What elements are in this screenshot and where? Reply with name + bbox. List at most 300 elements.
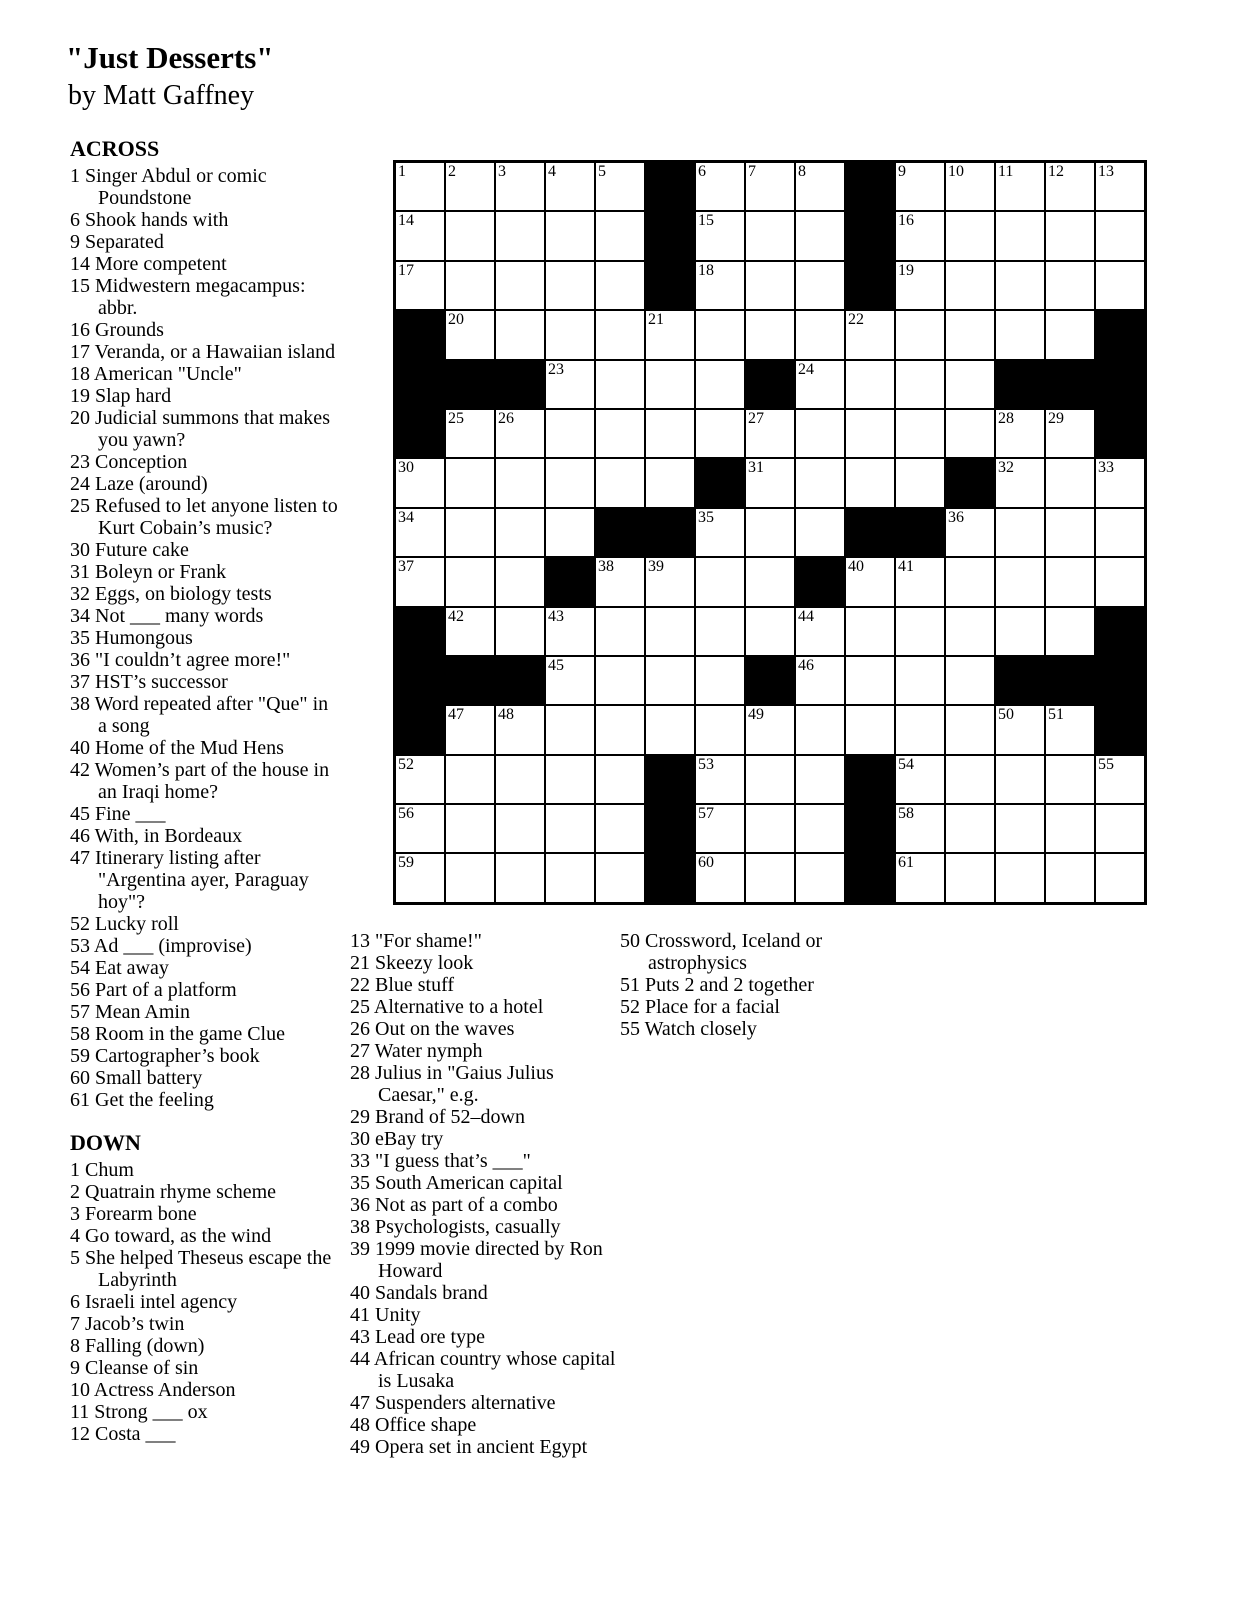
grid-cell[interactable] <box>695 607 745 656</box>
grid-cell[interactable] <box>1095 853 1145 902</box>
cell-number: 52 <box>398 755 414 773</box>
grid-cell[interactable] <box>795 310 845 359</box>
grid-cell[interactable] <box>895 409 945 458</box>
grid-cell[interactable] <box>995 804 1045 853</box>
clue-text: Boleyn or Frank <box>90 561 227 583</box>
grid-cell[interactable] <box>595 557 645 606</box>
cell-number: 43 <box>548 607 564 625</box>
grid-cell[interactable] <box>795 607 845 656</box>
clue-item <box>70 1401 338 1423</box>
grid-cell[interactable] <box>545 310 595 359</box>
grid-cell[interactable] <box>795 508 845 557</box>
grid-cell[interactable] <box>1045 162 1095 211</box>
grid-cell[interactable] <box>595 310 645 359</box>
clue-item <box>350 996 620 1018</box>
grid-cell[interactable] <box>695 409 745 458</box>
grid-cell[interactable] <box>545 705 595 754</box>
grid-cell[interactable] <box>795 705 845 754</box>
grid-cell[interactable] <box>1045 458 1095 507</box>
grid-cell[interactable] <box>745 162 795 211</box>
cell-number: 24 <box>798 360 814 378</box>
clue-item <box>350 1282 620 1304</box>
clue-item <box>70 473 338 495</box>
clue-column-left <box>70 136 338 1445</box>
clue-number: 60 <box>70 1067 90 1089</box>
grid-cell[interactable] <box>595 705 645 754</box>
grid-cell[interactable] <box>595 409 645 458</box>
clue-text: Slap hard <box>90 385 172 407</box>
grid-cell[interactable] <box>495 162 545 211</box>
clue-text: Judicial summons that makes you yawn? <box>90 407 330 451</box>
clue-item <box>70 1247 338 1291</box>
grid-cell[interactable] <box>945 804 995 853</box>
grid-cell[interactable] <box>895 804 945 853</box>
grid-cell[interactable] <box>745 458 795 507</box>
grid-cell[interactable] <box>995 310 1045 359</box>
clue-item <box>70 1159 338 1181</box>
grid-cell[interactable] <box>745 310 795 359</box>
grid-cell[interactable] <box>445 804 495 853</box>
grid-cell[interactable] <box>545 162 595 211</box>
cell-number: 22 <box>848 311 864 329</box>
grid-cell[interactable] <box>995 755 1045 804</box>
grid-cell[interactable] <box>445 261 495 310</box>
grid-cell[interactable] <box>395 853 445 902</box>
grid-cell[interactable] <box>445 853 495 902</box>
clue-item <box>70 803 338 825</box>
clue-text: "I guess that’s ___" <box>370 1150 531 1172</box>
grid-cell[interactable] <box>695 310 745 359</box>
grid-cell[interactable] <box>945 755 995 804</box>
clue-item <box>70 737 338 759</box>
grid-cell[interactable] <box>945 853 995 902</box>
grid-cell[interactable] <box>495 804 545 853</box>
clue-text: With, in Bordeaux <box>90 825 243 847</box>
grid-cell-black <box>395 705 445 754</box>
grid-cell[interactable] <box>845 310 895 359</box>
grid-cell[interactable] <box>1045 557 1095 606</box>
clue-item <box>70 1335 338 1357</box>
clue-text: Opera set in ancient Egypt <box>370 1436 588 1458</box>
grid-cell[interactable] <box>645 310 695 359</box>
grid-cell[interactable] <box>995 162 1045 211</box>
grid-cell[interactable] <box>1045 804 1095 853</box>
grid-cell[interactable] <box>895 607 945 656</box>
grid-cell[interactable] <box>445 409 495 458</box>
grid-cell[interactable] <box>495 508 545 557</box>
grid-cell[interactable] <box>995 853 1045 902</box>
grid-cell-black <box>645 211 695 260</box>
grid-cell[interactable] <box>895 261 945 310</box>
grid-cell[interactable] <box>1095 755 1145 804</box>
grid-cell[interactable] <box>845 607 895 656</box>
grid-cell[interactable] <box>945 162 995 211</box>
clue-number: 45 <box>70 803 90 825</box>
grid-cell[interactable] <box>995 508 1045 557</box>
grid-cell[interactable] <box>545 804 595 853</box>
clue-number: 34 <box>70 605 90 627</box>
clue-item <box>70 693 338 737</box>
grid-cell[interactable] <box>495 755 545 804</box>
cell-number: 36 <box>948 508 964 526</box>
grid-cell[interactable] <box>445 162 495 211</box>
grid-cell[interactable] <box>645 360 695 409</box>
grid-cell[interactable] <box>1095 557 1145 606</box>
cell-number: 48 <box>498 706 514 724</box>
grid-cell[interactable] <box>595 458 645 507</box>
grid-cell[interactable] <box>1045 310 1095 359</box>
clue-text: Cleanse of sin <box>80 1357 199 1379</box>
grid-cell[interactable] <box>795 211 845 260</box>
grid-cell[interactable] <box>895 557 945 606</box>
grid-cell[interactable] <box>495 310 545 359</box>
clue-item <box>70 1423 338 1445</box>
grid-cell[interactable] <box>945 656 995 705</box>
grid-cell[interactable] <box>695 211 745 260</box>
grid-cell[interactable] <box>995 211 1045 260</box>
clue-text: Mean Amin <box>90 1001 190 1023</box>
grid-cell-black <box>495 360 545 409</box>
down-clue-list-1 <box>70 1159 338 1445</box>
grid-cell[interactable] <box>795 261 845 310</box>
grid-cell[interactable] <box>945 607 995 656</box>
grid-cell-black <box>845 261 895 310</box>
grid-cell[interactable] <box>1045 705 1095 754</box>
grid-cell[interactable] <box>445 607 495 656</box>
clue-text: Humongous <box>90 627 193 649</box>
clue-item <box>70 407 338 451</box>
grid-cell[interactable] <box>845 458 895 507</box>
grid-cell-black <box>1095 607 1145 656</box>
grid-cell[interactable] <box>1045 508 1095 557</box>
grid-cell-black <box>545 557 595 606</box>
grid-cell[interactable] <box>545 458 595 507</box>
clue-number: 41 <box>350 1304 370 1326</box>
clue-number: 43 <box>350 1326 370 1348</box>
grid-cell[interactable] <box>845 656 895 705</box>
clue-text: Chum <box>80 1159 134 1181</box>
grid-cell[interactable] <box>695 705 745 754</box>
clue-item <box>350 1216 620 1238</box>
grid-cell[interactable] <box>945 409 995 458</box>
grid-cell-black <box>1095 310 1145 359</box>
grid-cell[interactable] <box>745 804 795 853</box>
grid-cell-black <box>395 607 445 656</box>
grid-cell[interactable] <box>395 557 445 606</box>
grid-cell[interactable] <box>745 607 795 656</box>
cell-number: 57 <box>698 805 714 823</box>
grid-cell[interactable] <box>945 310 995 359</box>
clue-text: Get the feeling <box>90 1089 214 1111</box>
clue-item <box>70 451 338 473</box>
cell-number: 44 <box>798 607 814 625</box>
grid-cell[interactable] <box>795 755 845 804</box>
grid-cell[interactable] <box>695 557 745 606</box>
clue-number: 47 <box>70 847 90 869</box>
grid-cell-black <box>445 360 495 409</box>
grid-cell[interactable] <box>1095 162 1145 211</box>
byline: by Matt Gaffney <box>68 80 255 111</box>
grid-cell[interactable] <box>595 853 645 902</box>
grid-cell[interactable] <box>695 360 745 409</box>
clue-item <box>350 1238 620 1282</box>
grid-cell[interactable] <box>995 607 1045 656</box>
clue-item <box>350 1128 620 1150</box>
grid-cell[interactable] <box>745 508 795 557</box>
clue-number: 3 <box>70 1203 80 1225</box>
grid-cell[interactable] <box>545 409 595 458</box>
clue-text: Eat away <box>90 957 169 979</box>
grid-cell[interactable] <box>645 458 695 507</box>
grid-cell[interactable] <box>1045 755 1095 804</box>
grid-cell[interactable] <box>995 557 1045 606</box>
cell-number: 11 <box>998 163 1014 180</box>
grid-cell[interactable] <box>695 656 745 705</box>
grid-cell[interactable] <box>895 211 945 260</box>
clue-item <box>70 385 338 407</box>
grid-cell[interactable] <box>895 705 945 754</box>
clue-number: 9 <box>70 1357 80 1379</box>
grid-cell[interactable] <box>445 705 495 754</box>
cell-number: 30 <box>398 459 414 477</box>
grid-cell[interactable] <box>845 557 895 606</box>
grid-cell[interactable] <box>795 853 845 902</box>
grid-cell[interactable] <box>945 211 995 260</box>
grid-cell-black <box>645 755 695 804</box>
grid-cell[interactable] <box>845 360 895 409</box>
grid-cell[interactable] <box>945 557 995 606</box>
clue-item <box>70 231 338 253</box>
clue-number: 50 <box>620 930 640 952</box>
grid-cell[interactable] <box>1095 508 1145 557</box>
clue-number: 51 <box>620 974 640 996</box>
clue-number: 17 <box>70 341 90 363</box>
cell-number: 1 <box>398 163 406 180</box>
grid-cell[interactable] <box>895 755 945 804</box>
clue-item <box>70 1379 338 1401</box>
clue-item <box>70 913 338 935</box>
grid-cell[interactable] <box>995 458 1045 507</box>
grid-cell[interactable] <box>495 607 545 656</box>
grid-cell[interactable] <box>795 458 845 507</box>
grid-cell[interactable] <box>495 705 545 754</box>
clue-text: Office shape <box>370 1414 477 1436</box>
grid-cell[interactable] <box>595 261 645 310</box>
grid-cell[interactable] <box>745 705 795 754</box>
cell-number: 12 <box>1048 163 1064 180</box>
grid-cell[interactable] <box>395 162 445 211</box>
clue-number: 22 <box>350 974 370 996</box>
grid-cell[interactable] <box>395 508 445 557</box>
clue-number: 16 <box>70 319 90 341</box>
clue-text: Refused to let anyone listen to Kurt Cobain’s music? <box>90 495 338 539</box>
grid-cell[interactable] <box>395 458 445 507</box>
grid-cell[interactable] <box>745 557 795 606</box>
clue-item <box>70 759 338 803</box>
grid-cell[interactable] <box>595 162 645 211</box>
grid-cell[interactable] <box>395 804 445 853</box>
grid-cell[interactable] <box>695 162 745 211</box>
grid-cell[interactable] <box>445 557 495 606</box>
clue-number: 28 <box>350 1062 370 1084</box>
grid-cell[interactable] <box>545 211 595 260</box>
grid-cell[interactable] <box>945 360 995 409</box>
clue-number: 52 <box>620 996 640 1018</box>
grid-cell[interactable] <box>1095 211 1145 260</box>
grid-cell[interactable] <box>895 360 945 409</box>
down-clue-list-3 <box>620 930 908 1040</box>
clue-text: More competent <box>90 253 227 275</box>
grid-cell[interactable] <box>745 409 795 458</box>
grid-cell[interactable] <box>1045 261 1095 310</box>
clue-number: 20 <box>70 407 90 429</box>
grid-cell[interactable] <box>645 656 695 705</box>
grid-cell[interactable] <box>845 705 895 754</box>
grid-cell[interactable] <box>445 310 495 359</box>
grid-cell[interactable] <box>595 360 645 409</box>
grid-cell[interactable] <box>645 607 695 656</box>
grid-cell[interactable] <box>595 755 645 804</box>
grid-cell[interactable] <box>645 557 695 606</box>
grid-cell-black <box>495 656 545 705</box>
grid-cell[interactable] <box>545 261 595 310</box>
grid-cell[interactable] <box>895 310 945 359</box>
grid-cell[interactable] <box>645 409 695 458</box>
grid-cell[interactable] <box>1045 211 1095 260</box>
cell-number: 26 <box>498 409 514 427</box>
cell-number: 34 <box>398 508 414 526</box>
clue-text: Place for a facial <box>640 996 780 1018</box>
grid-cell[interactable] <box>995 261 1045 310</box>
clue-item <box>70 847 338 913</box>
grid-cell[interactable] <box>595 804 645 853</box>
grid-cell[interactable] <box>695 804 745 853</box>
clue-item <box>350 1150 620 1172</box>
grid-cell[interactable] <box>995 409 1045 458</box>
cell-number: 25 <box>448 409 464 427</box>
grid-cell[interactable] <box>495 853 545 902</box>
grid-cell-black <box>645 853 695 902</box>
grid-cell[interactable] <box>795 804 845 853</box>
cell-number: 50 <box>998 706 1014 724</box>
grid-cell[interactable] <box>545 755 595 804</box>
clue-item <box>620 974 908 996</box>
grid-cell[interactable] <box>845 409 895 458</box>
grid-cell[interactable] <box>595 607 645 656</box>
grid-cell[interactable] <box>395 261 445 310</box>
grid-cell[interactable] <box>795 656 845 705</box>
grid-cell[interactable] <box>545 853 595 902</box>
clue-item <box>70 539 338 561</box>
grid-cell[interactable] <box>1045 607 1095 656</box>
grid-cell[interactable] <box>895 656 945 705</box>
clue-text: Suspenders alternative <box>370 1392 556 1414</box>
grid-cell[interactable] <box>695 755 745 804</box>
cell-number: 15 <box>698 212 714 230</box>
clue-item <box>70 825 338 847</box>
grid-cell[interactable] <box>395 211 445 260</box>
cell-number: 56 <box>398 805 414 823</box>
cell-number: 28 <box>998 409 1014 427</box>
clue-item <box>70 649 338 671</box>
cell-number: 60 <box>698 854 714 872</box>
grid-cell[interactable] <box>745 755 795 804</box>
grid-cell-black <box>845 162 895 211</box>
grid-cell[interactable] <box>445 458 495 507</box>
grid-cell[interactable] <box>495 409 545 458</box>
grid-cell[interactable] <box>945 705 995 754</box>
cell-number: 17 <box>398 261 414 279</box>
grid-cell[interactable] <box>645 705 695 754</box>
clue-number: 27 <box>350 1040 370 1062</box>
grid-cell[interactable] <box>1045 409 1095 458</box>
grid-cell[interactable] <box>795 360 845 409</box>
grid-cell[interactable] <box>445 508 495 557</box>
clue-number: 25 <box>350 996 370 1018</box>
grid-cell[interactable] <box>745 853 795 902</box>
grid-cell[interactable] <box>795 409 845 458</box>
grid-cell[interactable] <box>445 755 495 804</box>
grid-cell[interactable] <box>745 211 795 260</box>
clue-text: Water nymph <box>370 1040 483 1062</box>
clue-text: Eggs, on biology tests <box>90 583 272 605</box>
grid-cell[interactable] <box>395 755 445 804</box>
grid-cell[interactable] <box>545 360 595 409</box>
grid-cell-black <box>995 656 1045 705</box>
grid-cell[interactable] <box>595 656 645 705</box>
grid-cell[interactable] <box>1095 458 1145 507</box>
grid-cell[interactable] <box>545 508 595 557</box>
grid-cell[interactable] <box>1095 261 1145 310</box>
grid-cell[interactable] <box>895 458 945 507</box>
grid-cell[interactable] <box>1095 804 1145 853</box>
grid-cell[interactable] <box>545 607 595 656</box>
cell-number: 41 <box>898 558 914 576</box>
grid-cell[interactable] <box>895 162 945 211</box>
grid-cell[interactable] <box>995 705 1045 754</box>
grid-cell[interactable] <box>695 508 745 557</box>
clue-number: 54 <box>70 957 90 979</box>
clue-item <box>70 1203 338 1225</box>
grid-cell[interactable] <box>895 853 945 902</box>
grid-cell[interactable] <box>745 261 795 310</box>
clue-number: 47 <box>350 1392 370 1414</box>
clue-number: 36 <box>70 649 90 671</box>
grid-cell[interactable] <box>495 557 545 606</box>
cell-number: 20 <box>448 311 464 329</box>
clue-text: Alternative to a hotel <box>370 996 544 1018</box>
grid-cell[interactable] <box>795 162 845 211</box>
clue-item <box>70 583 338 605</box>
cell-number: 21 <box>648 311 664 329</box>
grid-cell[interactable] <box>945 261 995 310</box>
grid-cell[interactable] <box>695 853 745 902</box>
grid-cell[interactable] <box>495 211 545 260</box>
grid-cell[interactable] <box>545 656 595 705</box>
grid-cell[interactable] <box>495 458 545 507</box>
grid-cell[interactable] <box>1045 853 1095 902</box>
grid-cell[interactable] <box>945 508 995 557</box>
grid-cell[interactable] <box>445 211 495 260</box>
clue-number: 57 <box>70 1001 90 1023</box>
cell-number: 10 <box>948 163 964 180</box>
grid-cell[interactable] <box>595 211 645 260</box>
clue-text: Jacob’s twin <box>80 1313 185 1335</box>
clue-item <box>620 930 908 974</box>
grid-cell[interactable] <box>495 261 545 310</box>
clue-item <box>70 1067 338 1089</box>
grid-cell[interactable] <box>695 261 745 310</box>
